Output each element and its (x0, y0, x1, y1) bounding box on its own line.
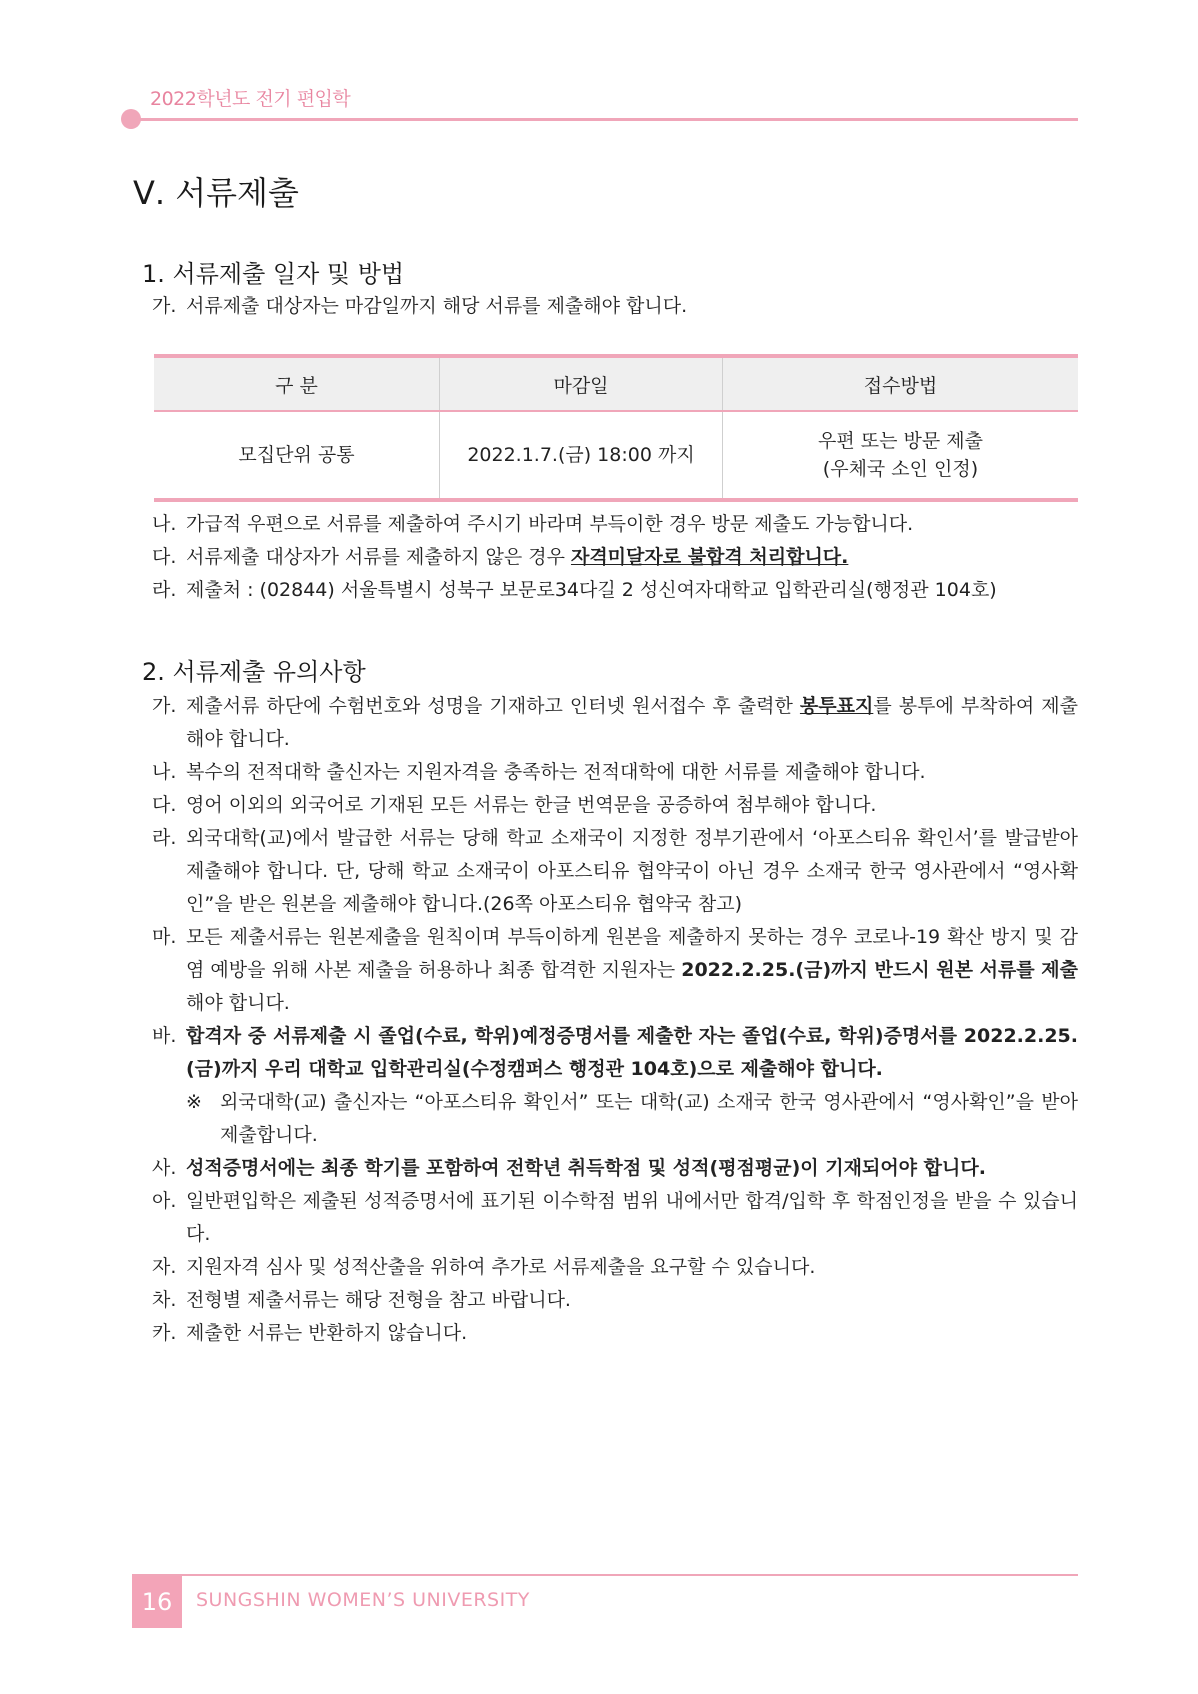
section2-item-ba (152, 1020, 1078, 1086)
section2-item-na (152, 756, 1078, 789)
item-text: 외국대학(교)에서 발급한 서류는 당해 학교 소재국이 지정한 정부기관에서 ‘아포스티유 확인서’를 발급받아 제출해야 합니다. 단, 당해 학교 소재국이 아포스티유 협약국이 아닌 경우 소재국 한국 영사관에서 “영사확인”을 받은 원본을 제출해야 합니다.(26쪽 아포스티유 협약국 참고) (186, 827, 1078, 915)
page-number: 16 (132, 1576, 182, 1628)
item-text: 제출서류 하단에 수험번호와 성명을 기재하고 인터넷 원서접수 후 출력한 (186, 695, 800, 717)
item-marker: 자. (152, 1256, 177, 1278)
item-marker: 라. (152, 579, 177, 601)
item-text: 서류제출 대상자는 마감일까지 해당 서류를 제출해야 합니다. (186, 295, 688, 317)
item-text: 전형별 제출서류는 해당 전형을 참고 바랍니다. (186, 1289, 571, 1311)
item-marker: 다. (152, 546, 177, 568)
item-marker: 아. (152, 1190, 177, 1212)
footer-university-name: SUNGSHIN WOMEN’S UNIVERSITY (196, 1589, 530, 1611)
section1-title: 1. 서류제출 일자 및 방법 (142, 260, 405, 288)
item-text: 제출처 : (02844) 서울특별시 성북구 보문로34다길 2 성신여자대학교 입학관리실(행정관 104호) (186, 579, 997, 601)
item-text-post: 를 봉투에 부착하여 제출해야 합니다. (186, 695, 1078, 750)
method-line-2: (우체국 소인 인정) (822, 458, 979, 480)
item-marker: 마. (152, 926, 177, 948)
note-text: 외국대학(교) 출신자는 “아포스티유 확인서” 또는 대학(교) 소재국 한국 영사관에서 “영사확인”을 받아 제출합니다. (220, 1091, 1078, 1146)
footer-rule (132, 1574, 1078, 1576)
section2-item-ra (152, 822, 1078, 921)
item-emphasis: 봉투표지 (799, 695, 874, 717)
section1-item-da (152, 541, 1078, 574)
section2-item-da (152, 789, 1078, 822)
section1-item-ga (152, 290, 1078, 323)
item-text: 복수의 전적대학 출신자는 지원자격을 충족하는 전적대학에 대한 서류를 제출해야 합니다. (186, 761, 926, 783)
item-marker: 가. (152, 295, 177, 317)
section1-item-na (152, 508, 1078, 541)
item-emphasis: 2022.2.25.(금)까지 반드시 원본 서류를 제출 (681, 959, 1079, 981)
item-marker: 다. (152, 794, 177, 816)
section2-items (152, 690, 1078, 1350)
header-title: 2022학년도 전기 편입학 (150, 88, 351, 110)
section2-item-cha (152, 1284, 1078, 1317)
item-text: 일반편입학은 제출된 성적증명서에 표기된 이수학점 범위 내에서만 합격/입학 후 학점인정을 받을 수 있습니다. (186, 1190, 1078, 1245)
item-marker: 차. (152, 1289, 177, 1311)
item-text: 영어 이외의 외국어로 기재된 모든 서류는 한글 번역문을 공증하여 첨부해야 합니다. (186, 794, 877, 816)
section2-item-ma (152, 921, 1078, 1020)
item-marker: 라. (152, 827, 177, 849)
item-text: 지원자격 심사 및 성적산출을 위하여 추가로 서류제출을 요구할 수 있습니다. (186, 1256, 816, 1278)
item-text: 서류제출 대상자가 서류를 제출하지 않은 경우 (186, 546, 571, 568)
item-marker: 나. (152, 513, 177, 535)
table-header-row (154, 356, 1078, 411)
item-marker: 사. (152, 1157, 177, 1179)
section1-items (152, 508, 1078, 607)
table-cell-category: 모집단위 공통 (154, 411, 440, 500)
deadline-table (154, 354, 1078, 502)
section2-title: 2. 서류제출 유의사항 (142, 658, 366, 686)
note-marker: ※ (186, 1091, 202, 1113)
method-line-1: 우편 또는 방문 제출 (818, 430, 983, 452)
item-text: 제출한 서류는 반환하지 않습니다. (186, 1322, 468, 1344)
table-cell-deadline: 2022.1.7.(금) 18:00 까지 (440, 411, 723, 500)
table-header-deadline: 마감일 (440, 356, 723, 411)
item-emphasis: 자격미달자로 불합격 처리합니다. (570, 546, 849, 568)
section2-note (152, 1086, 1078, 1152)
section2-item-ga (152, 690, 1078, 756)
item-marker: 가. (152, 695, 177, 717)
table-cell-method (723, 411, 1079, 500)
item-marker: 바. (152, 1025, 177, 1047)
section2-item-a (152, 1185, 1078, 1251)
chapter-title: Ⅴ. 서류제출 (133, 174, 299, 212)
item-text: 성적증명서에는 최종 학기를 포함하여 전학년 취득학점 및 성적(평점평균)이 기재되어야 합니다. (186, 1157, 986, 1179)
section2-item-ja (152, 1251, 1078, 1284)
table-header-category: 구 분 (154, 356, 440, 411)
section1-item-ra (152, 574, 1078, 607)
header-rule (132, 118, 1078, 121)
item-text: 가급적 우편으로 서류를 제출하여 주시기 바라며 부득이한 경우 방문 제출도 가능합니다. (186, 513, 914, 535)
table-header-method: 접수방법 (723, 356, 1079, 411)
item-marker: 나. (152, 761, 177, 783)
item-marker: 카. (152, 1322, 177, 1344)
section2-item-ka (152, 1317, 1078, 1350)
item-text-post: 해야 합니다. (186, 992, 290, 1014)
table-row (154, 411, 1078, 500)
header-dot (121, 109, 141, 129)
item-text: 합격자 중 서류제출 시 졸업(수료, 학위)예정증명서를 제출한 자는 졸업(수료, 학위)증명서를 2022.2.25.(금)까지 우리 대학교 입학관리실(수정캠퍼스 행정관 104호)으로 제출해야 합니다. (186, 1025, 1078, 1080)
item-text: 모든 제출서류는 원본제출을 원칙이며 부득이하게 원본을 제출하지 못하는 경우 코로나-19 확산 방지 및 감염 예방을 위해 사본 제출을 허용하나 최종 합격한 지원자는 (186, 926, 1078, 981)
section2-item-sa (152, 1152, 1078, 1185)
